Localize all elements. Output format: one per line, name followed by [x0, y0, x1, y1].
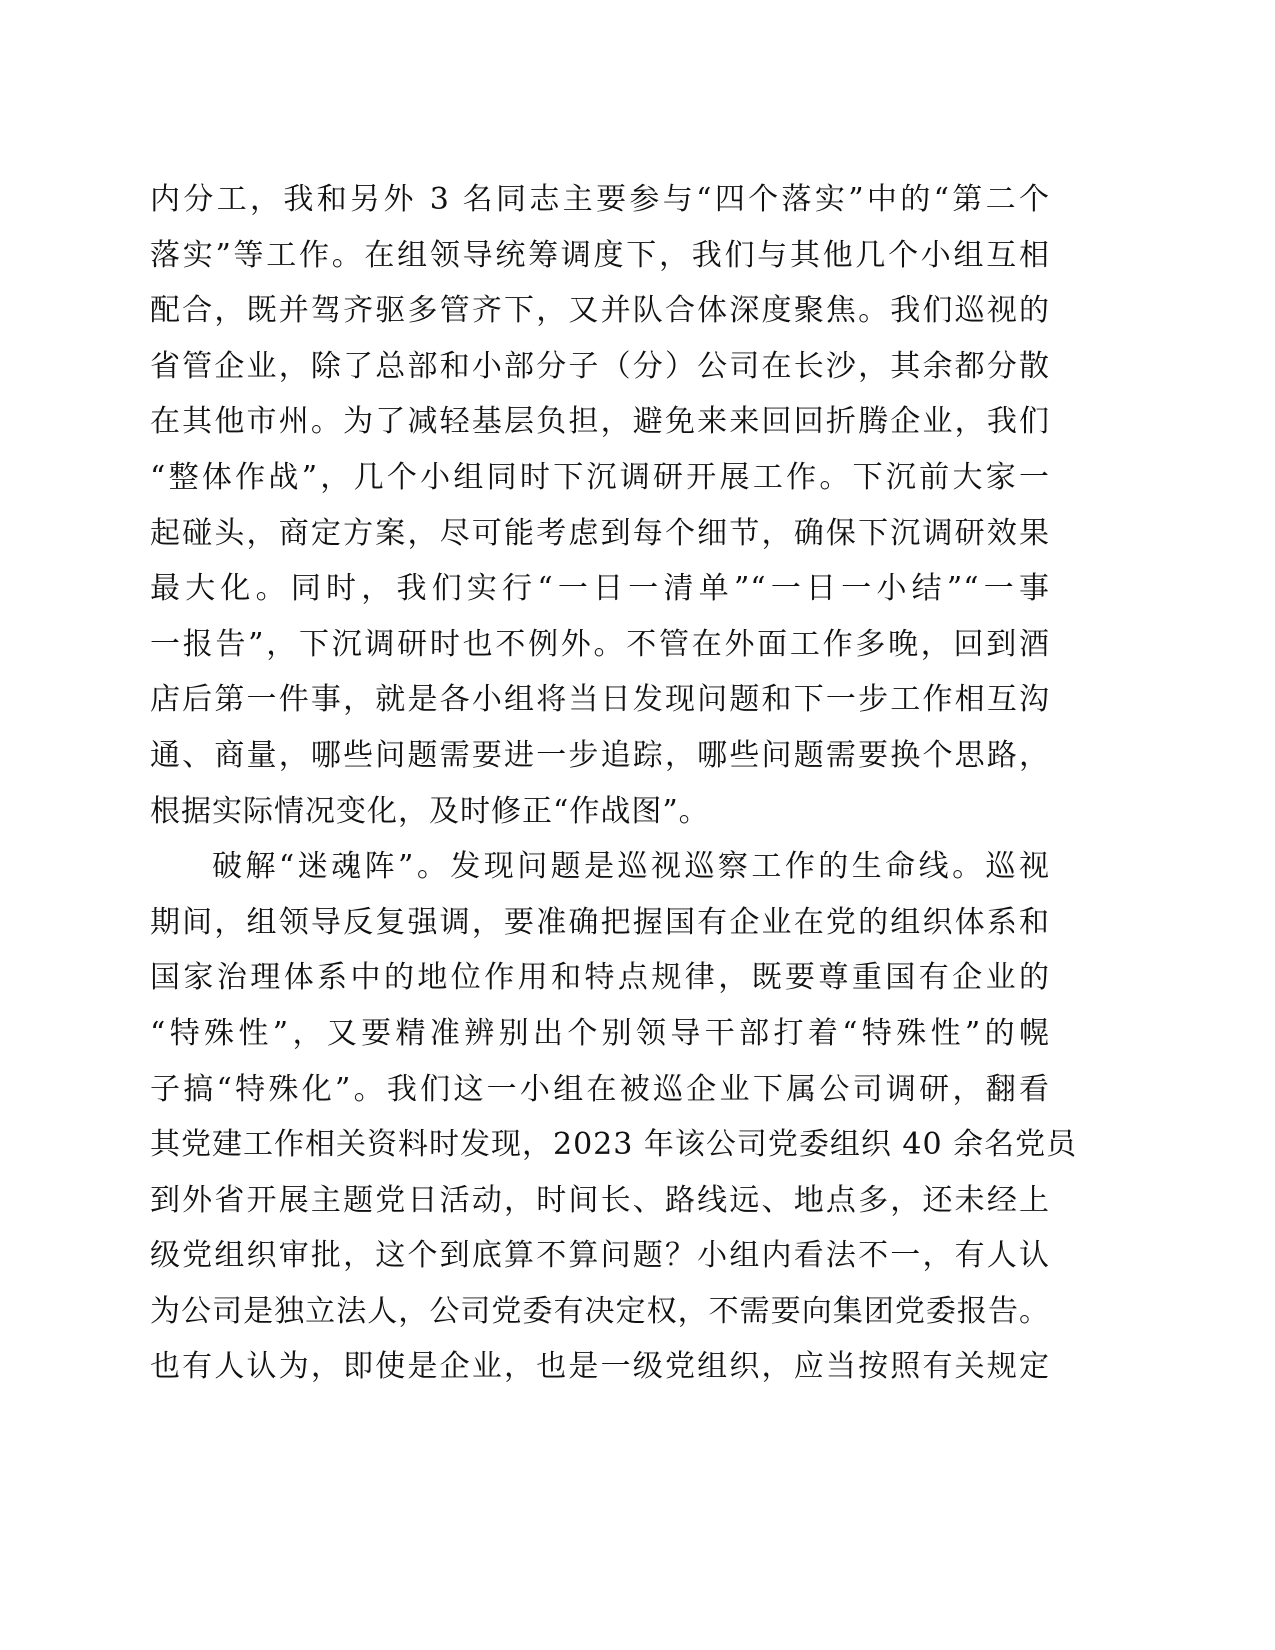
text-line: 期间，组领导反复强调，要准确把握国有企业在党的组织体系和: [150, 904, 1050, 940]
text-line: 落实”等工作。在组领导统筹调度下，我们与其他几个小组互相: [150, 237, 1050, 273]
text-line: 为公司是独立法人，公司党委有决定权，不需要向集团党委报告。: [150, 1293, 1050, 1329]
text-line: “整体作战”，几个小组同时下沉调研开展工作。下沉前大家一: [150, 459, 1050, 495]
text-line: 通、商量，哪些问题需要进一步追踪，哪些问题需要换个思路，: [150, 737, 1050, 773]
text-line: 一报告”，下沉调研时也不例外。不管在外面工作多晚，回到酒: [150, 626, 1050, 662]
text-line: 店后第一件事，就是各小组将当日发现问题和下一步工作相互沟: [150, 682, 1050, 718]
text-line: 起碰头，商定方案，尽可能考虑到每个细节，确保下沉调研效果: [150, 515, 1050, 551]
text-line: 省管企业，除了总部和小部分子（分）公司在长沙，其余都分散: [150, 348, 1050, 384]
text-line: 其党建工作相关资料时发现，2023 年该公司党委组织 40 余名党员: [150, 1127, 1078, 1163]
text-line: 最大化。同时，我们实行“一日一清单”“一日一小结”“一事: [150, 571, 1050, 607]
text-line: 内分工，我和另外 3 名同志主要参与“四个落实”中的“第二个: [150, 182, 1050, 217]
text-line: 国家治理体系中的地位作用和特点规律，既要尊重国有企业的: [150, 960, 1050, 996]
text-line: 子搞“特殊化”。我们这一小组在被巡企业下属公司调研，翻看: [150, 1071, 1050, 1107]
text-line: 配合，既并驾齐驱多管齐下，又并队合体深度聚焦。我们巡视的: [150, 293, 1050, 329]
text-line: 也有人认为，即使是企业，也是一级党组织，应当按照有关规定: [150, 1349, 1050, 1385]
text-line: 级党组织审批，这个到底算不算问题？小组内看法不一，有人认: [150, 1238, 1050, 1274]
text-line: 在其他市州。为了减轻基层负担，避免来来回回折腾企业，我们: [150, 404, 1050, 440]
text-line: 根据实际情况变化，及时修正“作战图”。: [150, 793, 710, 829]
text-line: “特殊性”，又要精准辨别出个别领导干部打着“特殊性”的幌: [150, 1015, 1050, 1051]
document-body: [150, 172, 1078, 1395]
paragraph-start-line: 破解“迷魂阵”。发现问题是巡视巡察工作的生命线。巡视: [212, 849, 1050, 885]
text-line: 到外省开展主题党日活动，时间长、路线远、地点多，还未经上: [150, 1182, 1050, 1218]
